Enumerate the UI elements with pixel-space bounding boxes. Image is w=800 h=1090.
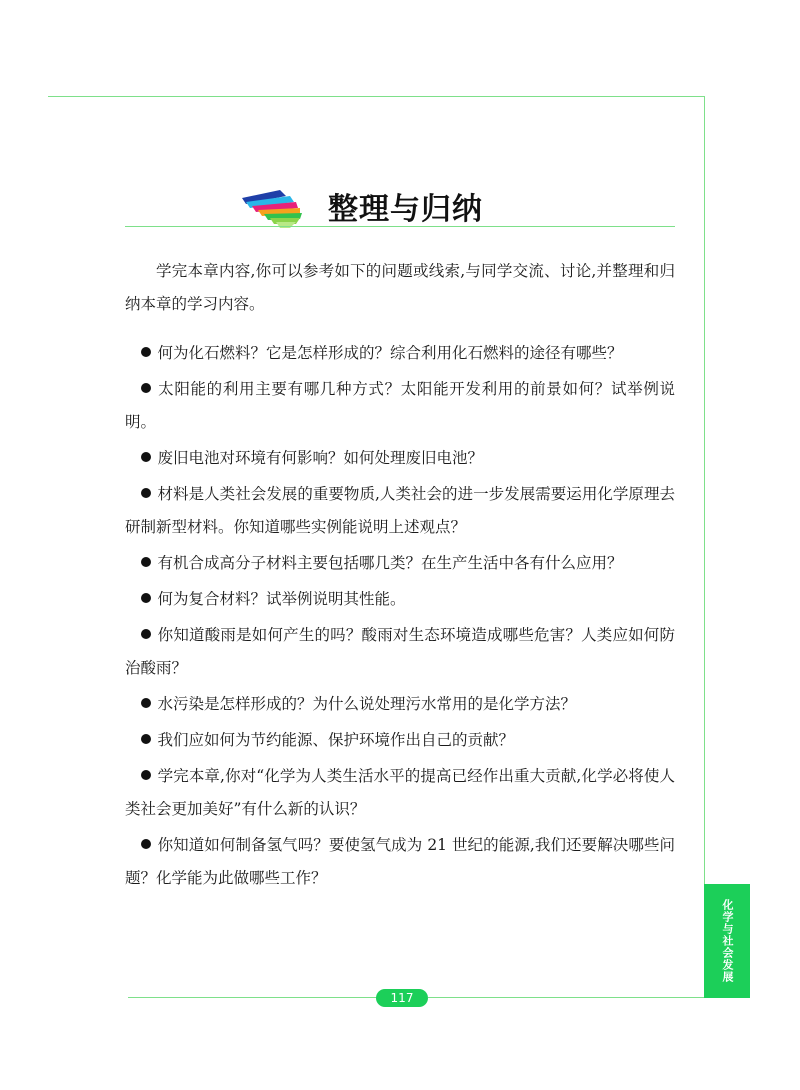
question-item: 你知道酸雨是如何产生的吗？酸雨对生态环境造成哪些危害？人类应如何防治酸雨？ bbox=[125, 626, 675, 677]
page-frame-bottom-right bbox=[428, 997, 705, 998]
chapter-side-tab-label: 化学与社会发展 bbox=[721, 899, 734, 983]
question-item: 何为化石燃料？它是怎样形成的？综合利用化石燃料的途径有哪些？ bbox=[125, 337, 675, 370]
bullet-icon bbox=[141, 347, 151, 357]
bullet-icon bbox=[141, 770, 151, 780]
question-item: 你知道如何制备氢气吗？要使氢气成为 21 世纪的能源,我们还要解决哪些问题？化学能为此做哪些工作？ bbox=[125, 836, 675, 887]
question-item: 有机合成高分子材料主要包括哪几类？在生产生活中各有什么应用？ bbox=[125, 547, 675, 580]
question-item: 废旧电池对环境有何影响？如何处理废旧电池？ bbox=[125, 442, 675, 475]
bullet-icon bbox=[141, 383, 151, 393]
question-item: 太阳能的利用主要有哪几种方式？太阳能开发利用的前景如何？试举例说明。 bbox=[125, 380, 675, 431]
question-item: 我们应如何为节约能源、保护环境作出自己的贡献？ bbox=[125, 724, 675, 757]
question-item: 何为复合材料？试举例说明其性能。 bbox=[125, 583, 675, 616]
bullet-icon bbox=[141, 839, 151, 849]
chapter-side-tab bbox=[704, 884, 750, 998]
page-frame-bottom-left bbox=[128, 997, 378, 998]
bullet-icon bbox=[141, 488, 151, 498]
page-number: 117 bbox=[376, 989, 428, 1007]
main-content bbox=[125, 255, 675, 898]
question-item: 水污染是怎样形成的？为什么说处理污水常用的是化学方法？ bbox=[125, 688, 675, 721]
bullet-icon bbox=[141, 734, 151, 744]
intro-paragraph: 学完本章内容,你可以参考如下的问题或线索,与同学交流、讨论,并整理和归纳本章的学习内容。 bbox=[125, 262, 675, 313]
bullet-icon bbox=[141, 629, 151, 639]
question-item: 学完本章,你对“化学为人类生活水平的提高已经作出重大贡献,化学必将使人类社会更加美好”有什么新的认识？ bbox=[125, 767, 675, 818]
bullet-icon bbox=[141, 593, 151, 603]
page-frame-right bbox=[704, 96, 705, 998]
page-frame-top bbox=[48, 96, 705, 97]
section-logo-icon bbox=[240, 188, 310, 230]
section-title: 整理与归纳 bbox=[328, 192, 483, 227]
section-header bbox=[240, 180, 675, 232]
bullet-icon bbox=[141, 452, 151, 462]
question-item: 材料是人类社会发展的重要物质,人类社会的进一步发展需要运用化学原理去研制新型材料。你知道哪些实例能说明上述观点？ bbox=[125, 485, 675, 536]
bullet-icon bbox=[141, 557, 151, 567]
bullet-icon bbox=[141, 698, 151, 708]
title-underline bbox=[125, 226, 675, 227]
